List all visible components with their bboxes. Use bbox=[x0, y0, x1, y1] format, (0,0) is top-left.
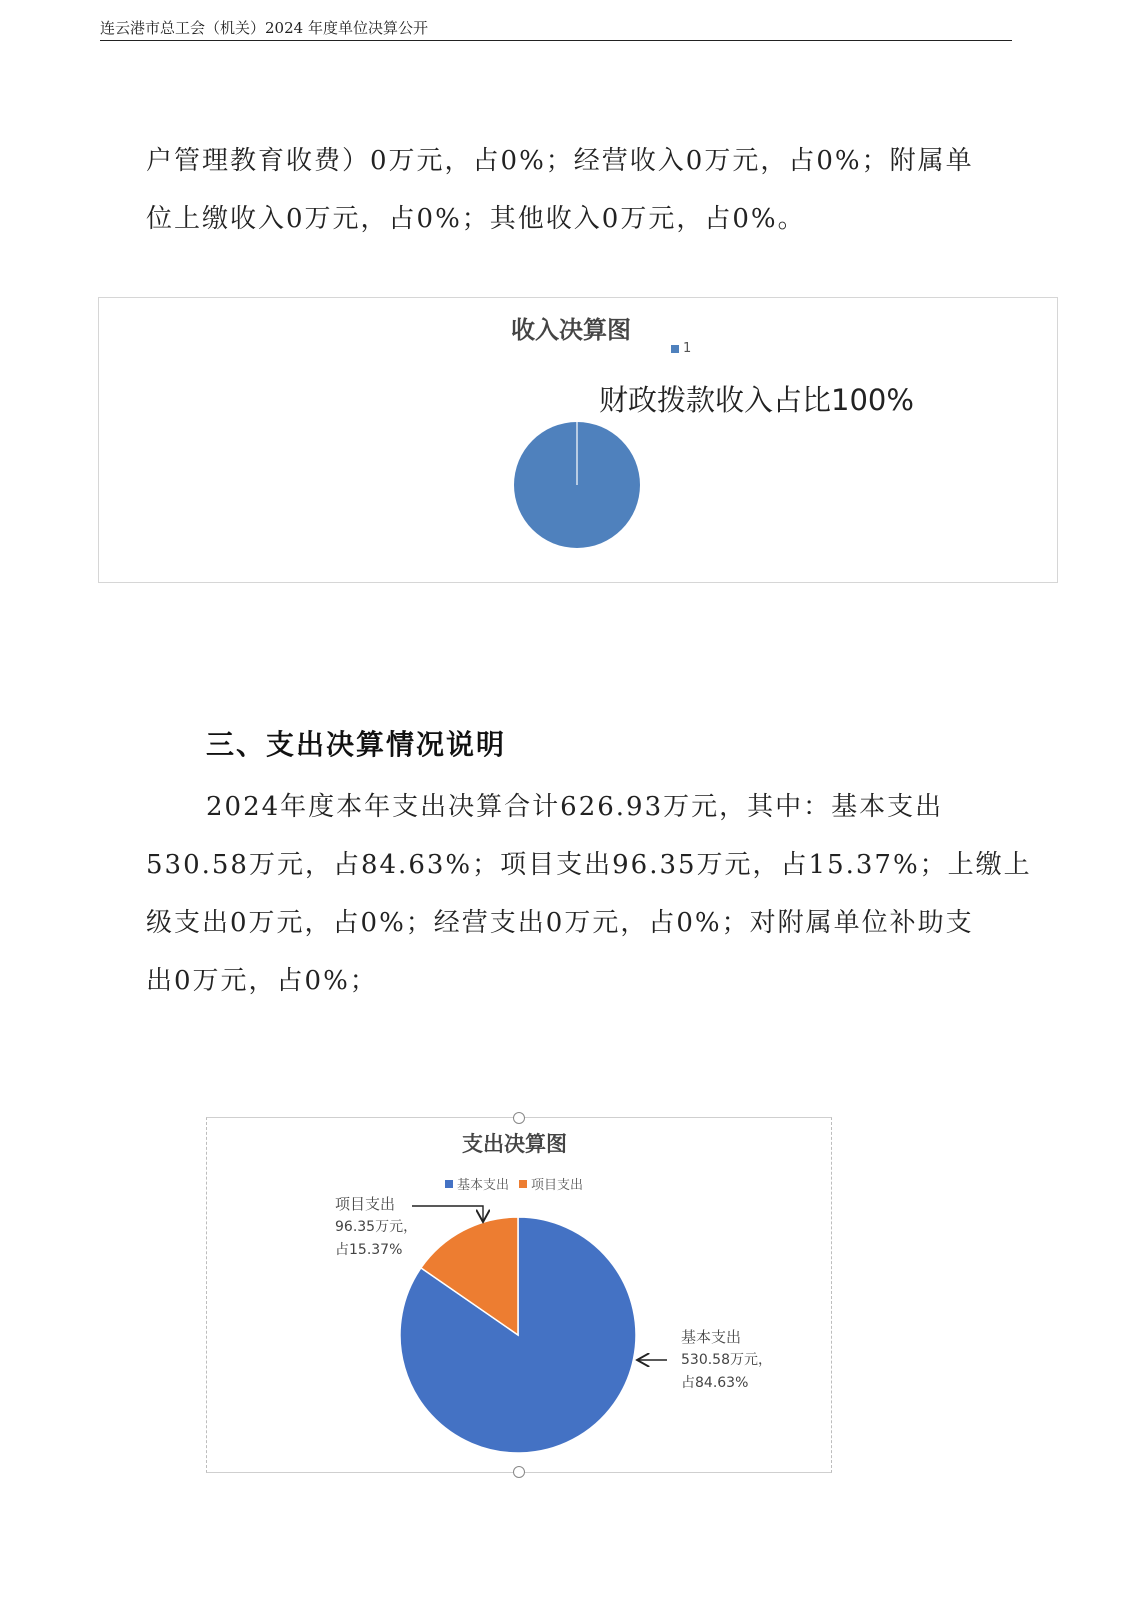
legend-label-project: 项目支出 bbox=[531, 1178, 584, 1193]
income-chart-box bbox=[98, 297, 1058, 583]
basic-label-pct: 占84.63% bbox=[681, 1375, 749, 1391]
project-label-pct: 占15.37% bbox=[335, 1242, 403, 1258]
income-chart-legend bbox=[671, 341, 691, 356]
expense-pie-chart bbox=[207, 1118, 831, 1472]
basic-label-name: 基本支出 bbox=[681, 1328, 742, 1346]
expense-chart-box bbox=[206, 1117, 832, 1473]
expense-pie-slices bbox=[400, 1217, 636, 1453]
expense-section-title: 三、支出决算情况说明 bbox=[206, 728, 507, 761]
page-header bbox=[100, 16, 1012, 41]
income-chart-title: 收入决算图 bbox=[511, 316, 631, 344]
legend-swatch-1 bbox=[671, 345, 679, 353]
expense-chart-title: 支出决算图 bbox=[462, 1132, 567, 1156]
expense-paragraph-line-4: 出0万元，占0%； bbox=[146, 966, 378, 996]
expense-paragraph-line-2: 530.58万元，占84.63%；项目支出96.35万元，占15.37%；上缴上 bbox=[146, 850, 1032, 880]
expense-paragraph-line-3: 级支出0万元，占0%；经营支出0万元，占0%；对附属单位补助支 bbox=[146, 908, 974, 938]
legend-label-basic: 基本支出 bbox=[457, 1178, 510, 1193]
project-data-label bbox=[335, 1193, 417, 1262]
expense-paragraph-line-1: 2024年度本年支出决算合计626.93万元，其中：基本支出 bbox=[206, 792, 944, 822]
project-leader-arrow bbox=[412, 1206, 483, 1222]
income-data-label: 财政拨款收入占比100% bbox=[599, 383, 914, 417]
income-pie-chart bbox=[509, 418, 659, 554]
basic-data-label bbox=[681, 1326, 772, 1395]
project-label-name: 项目支出 bbox=[335, 1195, 396, 1213]
basic-label-value: 530.58万元， bbox=[681, 1352, 772, 1368]
income-paragraph-line-1: 户管理教育收费）0万元，占0%；经营收入0万元，占0%；附属单 bbox=[146, 146, 974, 176]
project-label-value: 96.35万元， bbox=[335, 1219, 418, 1235]
income-paragraph-line-2: 位上缴收入0万元，占0%；其他收入0万元，占0%。 bbox=[146, 204, 806, 234]
header-text: 连云港市总工会（机关）2024 年度单位决算公开 bbox=[100, 19, 428, 37]
legend-label-1: 1 bbox=[683, 341, 692, 356]
